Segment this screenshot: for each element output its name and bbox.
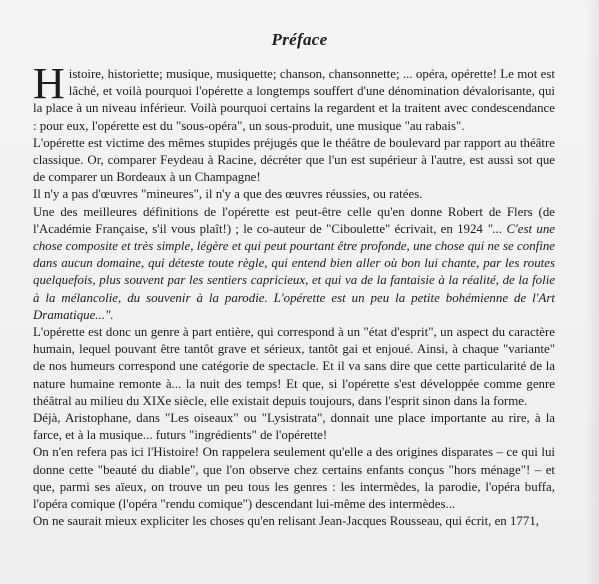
drop-cap: H bbox=[33, 59, 65, 108]
paragraph-4 bbox=[33, 204, 555, 324]
paragraph-8: On ne saurait mieux expliciter les choses qu'en relisant Jean-Jacques Rousseau, qui écrit, en 1771, bbox=[33, 514, 539, 529]
paragraph-1-text: istoire, historiette; musique, musiquette; chanson, chansonnette; ... opéra, opérette! Le mot est lâché, et voilà pourquoi l'opérette a longtemps souffert d'une dénomination dévalorisante, qui la place à un niveau inférieur. Voilà pourquoi certains la regardent et la traitent avec condescendance : pour eux, l'opérette est du "sous-opéra", un sous-produit, une musique "au rabais". bbox=[33, 67, 555, 133]
paragraph-3: Il n'y a pas d'œuvres "mineures", il n'y a que des œuvres réussies, ou ratées. bbox=[33, 187, 423, 202]
paragraph-4-text: Une des meilleures définitions de l'opérette est peut-être celle qu'en donne Robert de Flers (de l'Académie Française, s'il vous plaît!) ; le co-auteur de "Ciboulette" écrivait, en 1924 bbox=[33, 204, 555, 236]
page-edge-shadow bbox=[585, 0, 599, 584]
paragraph-7: On n'en refera pas ici l'Histoire! On rappelera seulement qu'elle a des origines disparates – ce qui lui donne cette "beauté du diable", que l'on observe chez certains enfants conçus "hors ménage"! – et que, parmi ses aïeux, on trouve un peu tous les genres : les intermèdes, la parodie, l'opéra buffa, l'opéra comique (l'opéra "rendu comique") descendant lui-même des intermèdes... bbox=[33, 445, 555, 512]
page-title: Préface bbox=[271, 30, 328, 49]
preface-text bbox=[33, 59, 555, 530]
paragraph-6: Déjà, Aristophane, dans "Les oiseaux" ou "Lysistrata", donnait une place importante au rire, à la farce, et à la musique... futurs "ingrédients" de l'opérette! bbox=[33, 411, 555, 443]
paragraph-5: L'opérette est donc un genre à part entière, qui correspond à un "état d'esprit", un aspect du caractère humain, lequel pouvant être tantôt grave et sérieux, tantôt gai et enjoué. Ainsi, à chaque "variante" de nos humeurs correspond une catégorie de spectacle. Et il va sans dire que cette particularité de la nature humaine remonte à... la nuit des temps! Et que, si l'opérette s'est développée comme genre théâtral au milieu du XIXe siècle, elle existait depuis toujours, dans l'esprit sinon dans la forme. bbox=[33, 325, 555, 408]
flers-quote: "... C'est une chose composite et très simple, légère et qui peut pourtant être profonde, une chose qui ne se confine dans aucun domaine, qui déteste toute règle, qui entend bien aller où bon lui chante, par les routes quelquefois, plus souvent par les sentiers capricieux, et qui va de la fantaisie à la réalité, de la folie à la mélancolie, du souvenir à la parodie. L'opérette est un peu la petite bohémienne de l'Art Dramatique...". bbox=[33, 221, 555, 322]
paragraph-2: L'opérette est victime des mêmes stupides préjugés que le théâtre de boulevard par rapport au théâtre classique. Or, comparer Feydeau à Racine, décréter que l'un est supérieur à l'autre, est aussi sot que de comparer un Bordeaux à un Champagne! bbox=[33, 135, 555, 185]
paragraph-1 bbox=[33, 59, 555, 135]
